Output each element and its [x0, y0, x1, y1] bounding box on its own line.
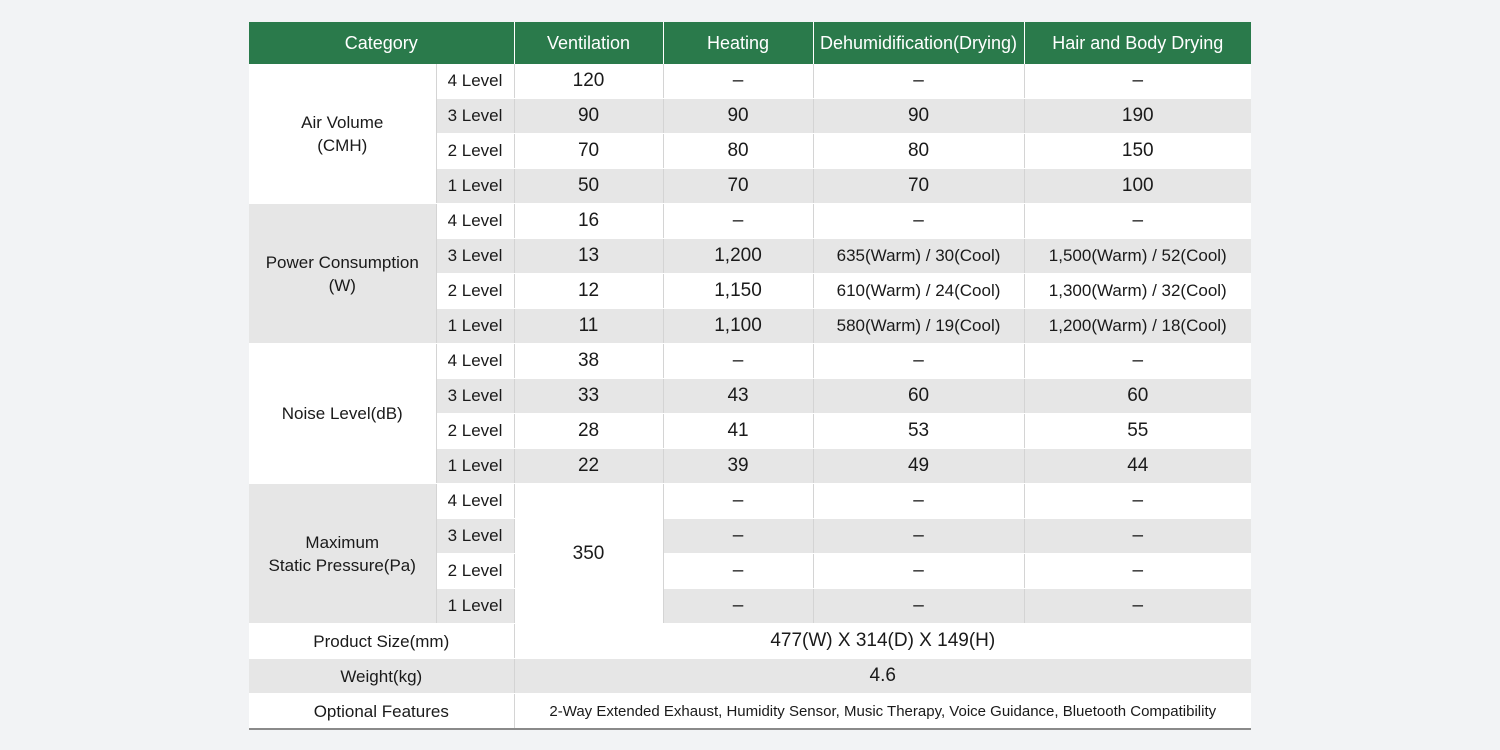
heating-value: 70 [663, 169, 813, 204]
heating-value: – [663, 204, 813, 239]
dehumidification-value: 70 [813, 169, 1024, 204]
hair-body-value: 55 [1024, 414, 1251, 449]
dehumidification-value: 610(Warm) / 24(Cool) [813, 274, 1024, 309]
table-row [249, 204, 1251, 239]
weight-label: Weight(kg) [249, 659, 514, 694]
level-label: 1 Level [436, 449, 514, 484]
level-label: 2 Level [436, 414, 514, 449]
heating-value: 1,200 [663, 239, 813, 274]
dehumidification-value: 49 [813, 449, 1024, 484]
dehumidification-value: 60 [813, 379, 1024, 414]
level-label: 1 Level [436, 169, 514, 204]
ventilation-value: 33 [514, 379, 663, 414]
hair-body-value: 1,300(Warm) / 32(Cool) [1024, 274, 1251, 309]
dehumidification-value: – [813, 519, 1024, 554]
table-row [249, 64, 1251, 99]
table-row [249, 694, 1251, 730]
table-row [249, 484, 1251, 519]
dehumidification-value: 80 [813, 134, 1024, 169]
heating-value: 1,150 [663, 274, 813, 309]
heating-value: – [663, 589, 813, 624]
level-label: 3 Level [436, 379, 514, 414]
hair-body-value: 100 [1024, 169, 1251, 204]
level-label: 2 Level [436, 554, 514, 589]
heating-value: – [663, 554, 813, 589]
hair-body-value: 1,200(Warm) / 18(Cool) [1024, 309, 1251, 344]
heating-value: 1,100 [663, 309, 813, 344]
dehumidification-value: – [813, 344, 1024, 379]
header-dehumidification: Dehumidification(Drying) [813, 22, 1024, 64]
hair-body-value: 1,500(Warm) / 52(Cool) [1024, 239, 1251, 274]
heating-value: 41 [663, 414, 813, 449]
hair-body-value: 60 [1024, 379, 1251, 414]
hair-body-value: – [1024, 554, 1251, 589]
dehumidification-value: – [813, 589, 1024, 624]
table-body [249, 64, 1251, 729]
ventilation-value: 12 [514, 274, 663, 309]
dehumidification-value: 90 [813, 99, 1024, 134]
header-hair-body-drying: Hair and Body Drying [1024, 22, 1251, 64]
level-label: 3 Level [436, 239, 514, 274]
category-label: Maximum Static Pressure(Pa) [249, 484, 436, 624]
level-label: 3 Level [436, 99, 514, 134]
level-label: 2 Level [436, 134, 514, 169]
hair-body-value: – [1024, 64, 1251, 99]
hair-body-value: – [1024, 519, 1251, 554]
dehumidification-value: – [813, 64, 1024, 99]
dehumidification-value: – [813, 484, 1024, 519]
level-label: 1 Level [436, 589, 514, 624]
ventilation-value: 90 [514, 99, 663, 134]
level-label: 4 Level [436, 344, 514, 379]
level-label: 4 Level [436, 204, 514, 239]
ventilation-value: 22 [514, 449, 663, 484]
dehumidification-value: 53 [813, 414, 1024, 449]
hair-body-value: 44 [1024, 449, 1251, 484]
ventilation-value: 70 [514, 134, 663, 169]
optional-features-label: Optional Features [249, 694, 514, 730]
category-label: Air Volume (CMH) [249, 64, 436, 204]
spec-table-container [249, 22, 1251, 730]
header-heating: Heating [663, 22, 813, 64]
header-category: Category [249, 22, 514, 64]
table-row [249, 659, 1251, 694]
hair-body-value: – [1024, 344, 1251, 379]
hair-body-value: 150 [1024, 134, 1251, 169]
product-size-label: Product Size(mm) [249, 624, 514, 659]
ventilation-value: 28 [514, 414, 663, 449]
heating-value: 43 [663, 379, 813, 414]
header-row [249, 22, 1251, 64]
category-label: Noise Level(dB) [249, 344, 436, 484]
heating-value: – [663, 484, 813, 519]
weight-value: 4.6 [514, 659, 1251, 694]
level-label: 2 Level [436, 274, 514, 309]
heating-value: – [663, 344, 813, 379]
heating-value: – [663, 519, 813, 554]
product-size-value: 477(W) X 314(D) X 149(H) [514, 624, 1251, 659]
dehumidification-value: – [813, 204, 1024, 239]
level-label: 3 Level [436, 519, 514, 554]
dehumidification-value: – [813, 554, 1024, 589]
optional-features-value: 2-Way Extended Exhaust, Humidity Sensor, Music Therapy, Voice Guidance, Bluetooth Compatibility [514, 694, 1251, 730]
category-label: Power Consumption (W) [249, 204, 436, 344]
ventilation-merged-value: 350 [514, 484, 663, 624]
table-row [249, 624, 1251, 659]
hair-body-value: 190 [1024, 99, 1251, 134]
level-label: 4 Level [436, 64, 514, 99]
hair-body-value: – [1024, 484, 1251, 519]
ventilation-value: 16 [514, 204, 663, 239]
ventilation-value: 13 [514, 239, 663, 274]
ventilation-value: 38 [514, 344, 663, 379]
dehumidification-value: 635(Warm) / 30(Cool) [813, 239, 1024, 274]
ventilation-value: 120 [514, 64, 663, 99]
heating-value: 90 [663, 99, 813, 134]
header-ventilation: Ventilation [514, 22, 663, 64]
table-row [249, 344, 1251, 379]
heating-value: 80 [663, 134, 813, 169]
hair-body-value: – [1024, 204, 1251, 239]
level-label: 4 Level [436, 484, 514, 519]
heating-value: 39 [663, 449, 813, 484]
ventilation-value: 50 [514, 169, 663, 204]
hair-body-value: – [1024, 589, 1251, 624]
dehumidification-value: 580(Warm) / 19(Cool) [813, 309, 1024, 344]
level-label: 1 Level [436, 309, 514, 344]
spec-table [249, 22, 1251, 730]
ventilation-value: 11 [514, 309, 663, 344]
heating-value: – [663, 64, 813, 99]
